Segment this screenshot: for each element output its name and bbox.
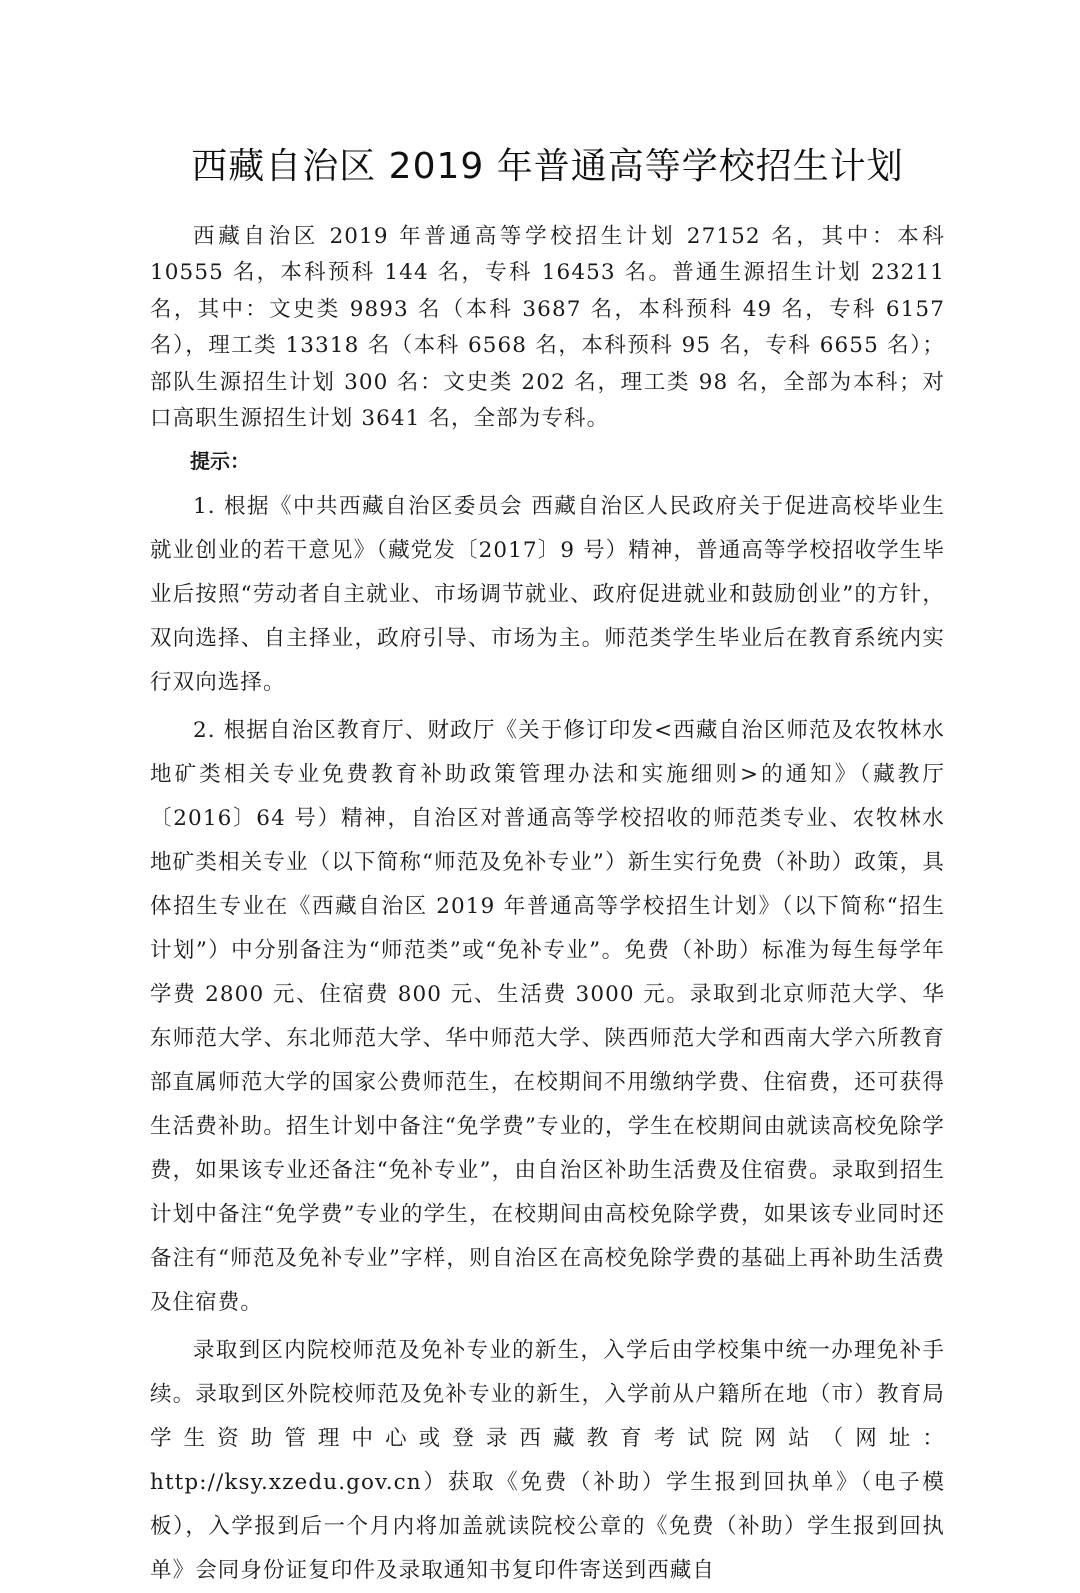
- freshmen-procedure-paragraph: 录取到区内院校师范及免补专业的新生，入学后由学校集中统一办理免补手续。录取到区外院校师范及免补专业的新生，入学前从户籍所在地（市）教育局学生资助管理中心或登录西藏教育考试院网站（网址：http://ksy.xzedu.gov.cn）获取《免费（补助）学生报到回执单》（电子模板），入学报到后一个月内将加盖就读院校公章的《免费（补助）学生报到回执单》会同身份证复印件及录取通知书复印件寄送到西藏自: [150, 1338, 945, 1584]
- document-body: [150, 219, 945, 1593]
- document-title: 西藏自治区 2019 年普通高等学校招生计划: [191, 146, 904, 187]
- tip-1-paragraph: 1. 根据《中共西藏自治区委员会 西藏自治区人民政府关于促进高校毕业生就业创业的若干意见》（藏党发〔2017〕9 号）精神，普通高等学校招收学生毕业后按照“劳动者自主就业、市场调节就业、政府促进就业和鼓励创业”的方针，双向选择、自主择业，政府引导、市场为主。师范类学生毕业后在教育系统内实行双向选择。: [150, 494, 945, 696]
- intro-paragraph: 西藏自治区 2019 年普通高等学校招生计划 27152 名，其中：本科 10555 名，本科预科 144 名，专科 16453 名。普通生源招生计划 23211 名，其中：文史类 9893 名（本科 3687 名，本科预科 49 名，专科 6157 名），理工类 13318 名（本科 6568 名，本科预科 95 名，专科 6655 名）；部队生源招生计划 300 名：文史类 202 名，理工类 98 名，全部为本科；对口高职生源招生计划 3641 名，全部为专科。: [150, 224, 945, 432]
- tips-heading: 提示：: [190, 449, 250, 474]
- tip-2-paragraph: 2. 根据自治区教育厅、财政厅《关于修订印发<西藏自治区师范及农牧林水地矿类相关专业免费教育补助政策管理办法和实施细则>的通知》（藏教厅〔2016〕64 号）精神，自治区对普通高等学校招收的师范类专业、农牧林水地矿类相关专业（以下简称“师范及免补专业”）新生实行免费（补助）政策，具体招生专业在《西藏自治区 2019 年普通高等学校招生计划》（以下简称“招生计划”）中分别备注为“师范类”或“免补专业”。免费（补助）标准为每生每学年学费 2800 元、住宿费 800 元、生活费 3000 元。录取到北京师范大学、华东师范大学、东北师范大学、华中师范大学、陕西师范大学和西南大学六所教育部直属师范大学的国家公费师范生，在校期间不用缴纳学费、住宿费，还可获得生活费补助。招生计划中备注“免学费”专业的，学生在校期间由就读高校免除学费，如果该专业还备注“免补专业”，由自治区补助生活费及住宿费。录取到招生计划中备注“免学费”专业的学生，在校期间由高校免除学费，如果该专业同时还备注有“师范及免补专业”字样，则自治区在高校免除学费的基础上再补助生活费及住宿费。: [150, 718, 945, 1316]
